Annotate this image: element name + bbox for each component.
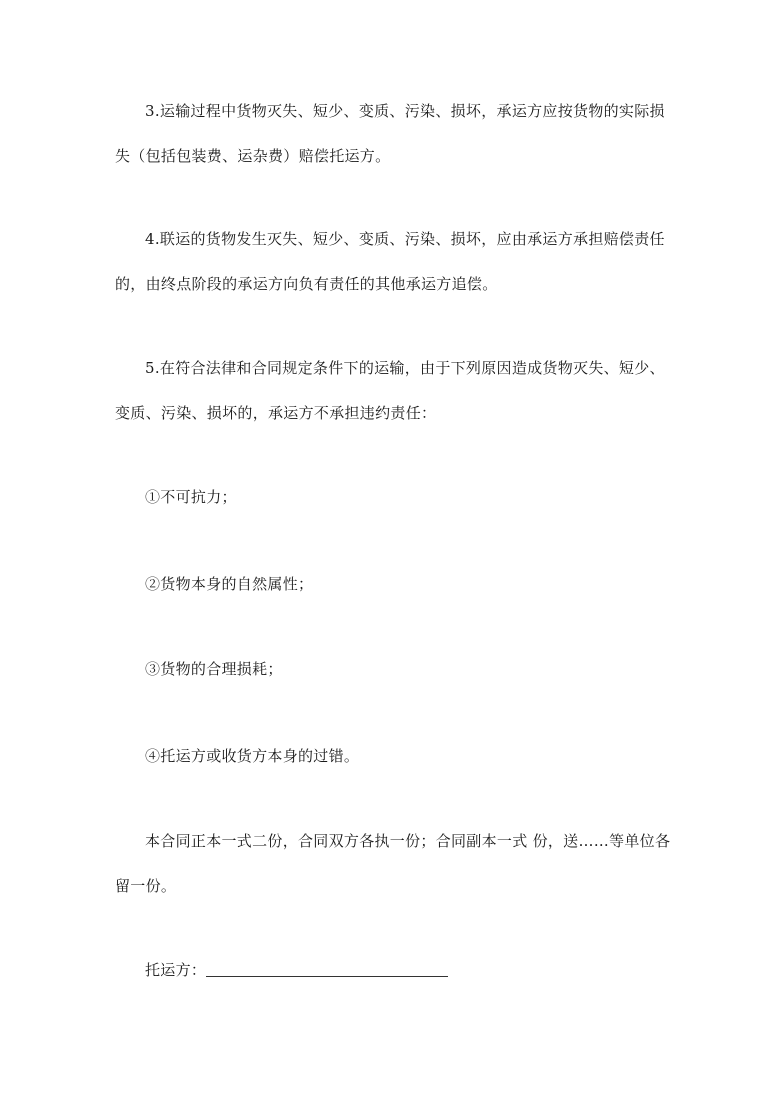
paragraph-line: 变质、污染、损坏的，承运方不承担违约责任： xyxy=(115,404,437,422)
signature-row xyxy=(115,948,715,993)
paragraph-line: ①不可抗力； xyxy=(145,488,237,506)
exemption-item-2 xyxy=(115,562,715,607)
paragraph-line: ④托运方或收货方本身的过错。 xyxy=(145,747,360,765)
signature-label: 托运方： xyxy=(145,961,207,979)
exemption-item-3 xyxy=(115,647,715,692)
clause-5-paragraph xyxy=(115,346,715,436)
paragraph-line: 本合同正本一式二份，合同双方各执一份；合同副本一式 份，送……等单位各 xyxy=(145,832,671,850)
paragraph-line: 4.联运的货物发生灭失、短少、变质、污染、损坏，应由承运方承担赔偿责任 xyxy=(145,230,665,248)
paragraph-line: 留一份。 xyxy=(115,877,177,895)
copies-paragraph xyxy=(115,819,715,909)
exemption-item-1 xyxy=(115,475,715,520)
paragraph-line: 的，由终点阶段的承运方向负有责任的其他承运方追偿。 xyxy=(115,275,498,293)
exemption-item-4 xyxy=(115,734,715,779)
paragraph-line: 5.在符合法律和合同规定条件下的运输，由于下列原因造成货物灭失、短少、 xyxy=(145,359,665,377)
paragraph-line: ③货物的合理损耗； xyxy=(145,660,283,678)
signature-blank-line[interactable] xyxy=(206,962,448,977)
paragraph-line: 失（包括包装费、运杂费）赔偿托运方。 xyxy=(115,147,391,165)
clause-4-paragraph xyxy=(115,217,715,307)
paragraph-line: ②货物本身的自然属性； xyxy=(145,575,314,593)
paragraph-line: 3.运输过程中货物灭失、短少、变质、污染、损坏，承运方应按货物的实际损 xyxy=(145,102,665,120)
clause-3-paragraph xyxy=(115,89,715,179)
signature-line xyxy=(115,948,715,993)
